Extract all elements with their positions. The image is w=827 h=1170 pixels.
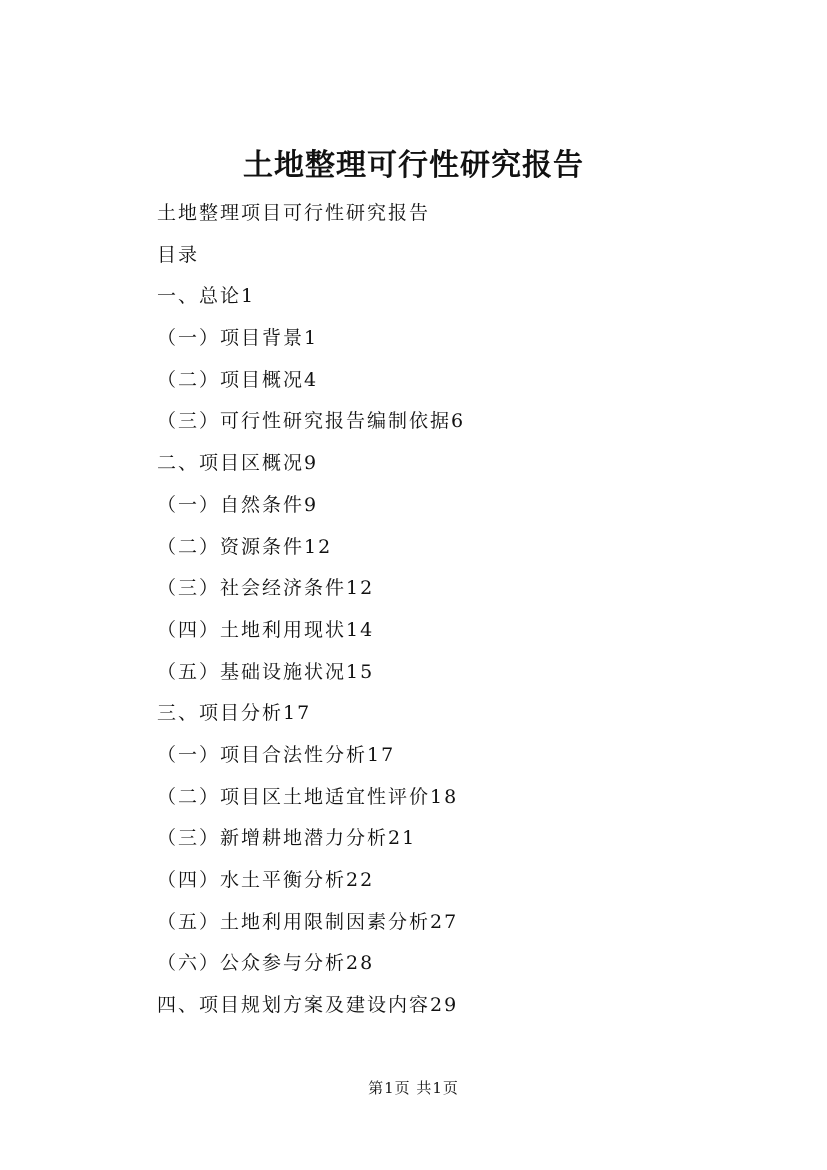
toc-item: 三、项目分析17 (157, 702, 312, 725)
toc-item: （二）资源条件12 (157, 535, 333, 558)
toc-item: 二、项目区概况9 (157, 452, 319, 475)
toc-item: （二）项目概况4 (157, 368, 319, 391)
toc-item: （六）公众参与分析28 (157, 952, 375, 975)
toc-item: （五）土地利用限制因素分析27 (157, 910, 459, 933)
toc-heading: 目录 (157, 243, 200, 266)
page-footer: 第1页 共1页 (368, 1079, 459, 1097)
toc-item: （一）项目合法性分析17 (157, 743, 396, 766)
document-title: 土地整理可行性研究报告 (243, 148, 584, 183)
toc-item: 四、项目规划方案及建设内容29 (157, 994, 459, 1017)
toc-item: （三）可行性研究报告编制依据6 (157, 410, 466, 433)
toc-item: （四）土地利用现状14 (157, 618, 375, 641)
toc-item: （三）新增耕地潜力分析21 (157, 827, 417, 850)
toc-item: （四）水土平衡分析22 (157, 869, 375, 891)
toc-item: （五）基础设施状况15 (157, 660, 375, 683)
document-subtitle: 土地整理项目可行性研究报告 (157, 202, 431, 224)
toc-item: （一）自然条件9 (157, 493, 319, 516)
toc-item: 一、总论1 (157, 285, 256, 308)
toc-item: （一）项目背景1 (157, 327, 319, 350)
toc-item: （三）社会经济条件12 (157, 577, 375, 600)
document-body (157, 193, 677, 1027)
toc-item: （二）项目区土地适宜性评价18 (157, 785, 459, 808)
